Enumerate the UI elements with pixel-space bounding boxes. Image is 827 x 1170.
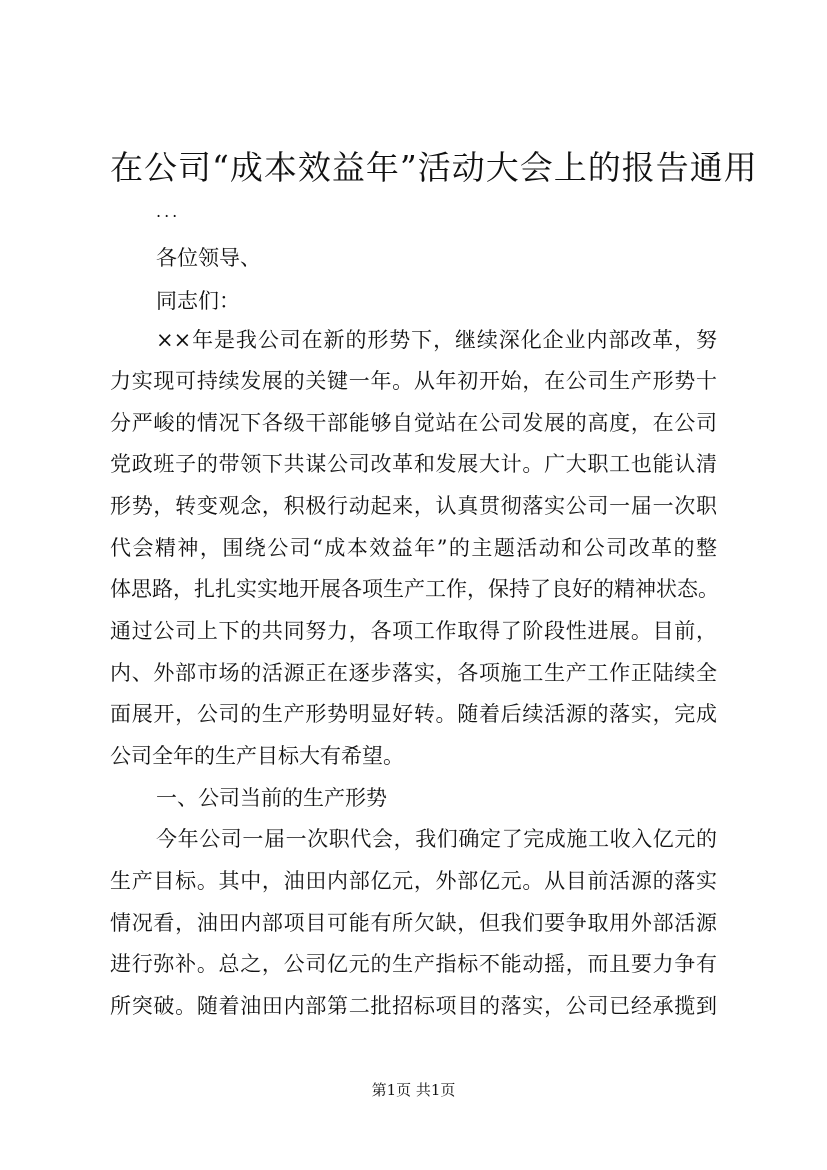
paragraph-line: 通过公司上下的共同努力，各项工作取得了阶段性进展。目前， [110,619,717,643]
salutation-leaders: 各位领导、 [156,246,261,270]
salutation-comrades: 同志们： [156,289,240,313]
title-continuation: ... [156,202,181,221]
paragraph-line: 力实现可持续发展的关键一年。从年初开始，在公司生产形势十 [110,369,717,393]
paragraph-line: ××年是我公司在新的形势下，继续深化企业内部改革，努 [156,328,717,352]
paragraph-line: 进行弥补。总之，公司亿元的生产指标不能动摇，而且要力争有 [110,952,717,976]
page-footer: 第1页 共1页 [371,1081,456,1099]
paragraph-line: 内、外部市场的活源正在逐步落实，各项施工生产工作正陆续全 [110,661,717,685]
paragraph-line: 今年公司一届一次职代会，我们确定了完成施工收入亿元的 [156,827,717,851]
paragraph-line: 情况看，油田内部项目可能有所欠缺，但我们要争取用外部活源 [110,911,717,935]
paragraph-line: 形势，转变观念，积极行动起来，认真贯彻落实公司一届一次职 [110,494,717,518]
paragraph-line: 党政班子的带领下共谋公司改革和发展大计。广大职工也能认清 [110,452,717,476]
document-title: 在公司“成本效益年”活动大会上的报告通用 [110,148,758,187]
section-heading: 一、公司当前的生产形势 [156,786,387,810]
paragraph-line: 分严峻的情况下各级干部能够自觉站在公司发展的高度，在公司 [110,411,717,435]
paragraph-line: 体思路，扎扎实实地开展各项生产工作，保持了良好的精神状态。 [110,577,719,601]
paragraph-line: 面展开，公司的生产形势明显好转。随着后续活源的落实，完成 [110,702,717,726]
paragraph-line: 公司全年的生产目标大有希望。 [110,744,404,768]
paragraph-line: 所突破。随着油田内部第二批招标项目的落实，公司已经承揽到 [110,994,717,1018]
paragraph-line: 代会精神，围绕公司“成本效益年”的主题活动和公司改革的整 [110,536,717,560]
paragraph-line: 生产目标。其中，油田内部亿元，外部亿元。从目前活源的落实 [110,869,717,893]
